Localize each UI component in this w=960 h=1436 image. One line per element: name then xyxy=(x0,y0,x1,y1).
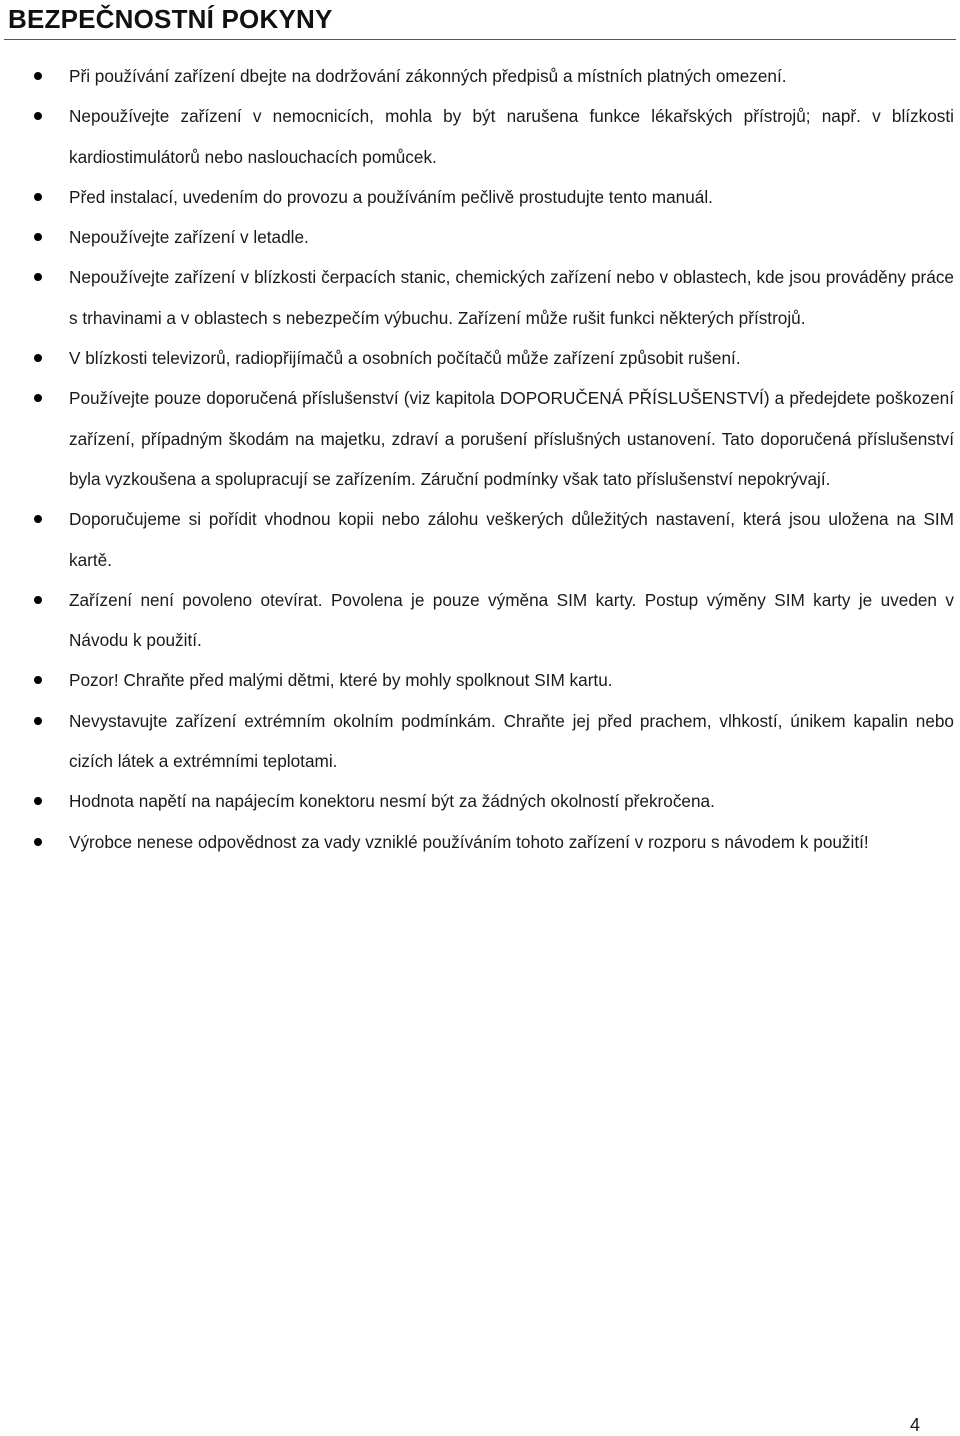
bullet-icon xyxy=(34,193,42,201)
list-item-text: Zařízení není povoleno otevírat. Povolena je pouze výměna SIM karty. Postup výměny SIM karty je uveden v Návodu k použití. xyxy=(69,589,954,651)
page-number: 4 xyxy=(909,1415,920,1435)
bullet-icon xyxy=(34,233,42,241)
list-item-text: Hodnota napětí na napájecím konektoru nesmí být za žádných okolností překročena. xyxy=(69,791,715,812)
bullet-icon xyxy=(34,394,42,402)
list-item-text: Nevystavujte zařízení extrémním okolním podmínkám. Chraňte jej před prachem, vlhkostí, únikem kapalin nebo cizích látek a extrémními teplotami. xyxy=(69,710,954,772)
page-title: BEZPEČNOSTNÍ POKYNY xyxy=(8,4,333,34)
list-item xyxy=(0,378,960,499)
list-item-text: Používejte pouze doporučená příslušenství (viz kapitola DOPORUČENÁ PŘÍSLUŠENSTVÍ) a předejdete poškození zařízení, případným škodám na majetku, zdraví a porušení příslušných ustanovení. Tato doporučená příslušenství byla vyzkoušena a spolupracují se zařízením. Záruční podmínky však tato příslušenství nepokrývají. xyxy=(69,388,954,489)
list-item xyxy=(0,660,960,700)
safety-instructions-list xyxy=(0,56,960,862)
title-divider xyxy=(4,39,956,40)
list-item xyxy=(0,781,960,821)
bullet-icon xyxy=(34,596,42,604)
list-item-text: V blízkosti televizorů, radiopřijímačů a osobních počítačů může zařízení způsobit rušení. xyxy=(69,348,741,369)
list-item xyxy=(0,822,960,862)
list-item-text: Pozor! Chraňte před malými dětmi, které by mohly spolknout SIM kartu. xyxy=(69,670,613,691)
bullet-icon xyxy=(34,797,42,805)
list-item-text: Při používání zařízení dbejte na dodržování zákonných předpisů a místních platných omezení. xyxy=(69,66,787,86)
list-item-text: Před instalací, uvedením do provozu a používáním pečlivě prostudujte tento manuál. xyxy=(69,186,713,207)
bullet-icon xyxy=(34,515,42,523)
list-item-text: Nepoužívejte zařízení v letadle. xyxy=(69,227,309,248)
list-item xyxy=(0,701,960,782)
bullet-icon xyxy=(34,354,42,362)
list-item xyxy=(0,56,960,96)
list-item xyxy=(0,338,960,378)
bullet-icon xyxy=(34,112,42,120)
bullet-icon xyxy=(34,273,42,281)
list-item xyxy=(0,257,960,338)
list-item-text: Nepoužívejte zařízení v blízkosti čerpacích stanic, chemických zařízení nebo v oblastech, kde jsou prováděny práce s trhavinami a v oblastech s nebezpečím výbuchu. Zařízení může rušit funkci některých přístrojů. xyxy=(69,267,954,328)
bullet-icon xyxy=(34,717,42,725)
list-item-text: Výrobce nenese odpovědnost za vady vzniklé používáním tohoto zařízení v rozporu s návodem k použití! xyxy=(69,831,869,852)
list-item xyxy=(0,177,960,217)
list-item xyxy=(0,580,960,661)
bullet-icon xyxy=(34,838,42,846)
list-item xyxy=(0,96,960,177)
list-item xyxy=(0,217,960,257)
bullet-icon xyxy=(34,72,42,80)
bullet-icon xyxy=(34,676,42,684)
list-item-text: Nepoužívejte zařízení v nemocnicích, mohla by být narušena funkce lékařských přístrojů; např. v blízkosti kardiostimulátorů nebo naslouchacích pomůcek. xyxy=(69,106,954,167)
list-item-text: Doporučujeme si pořídit vhodnou kopii nebo zálohu veškerých důležitých nastavení, která jsou uložena na SIM kartě. xyxy=(69,509,954,570)
list-item xyxy=(0,499,960,580)
